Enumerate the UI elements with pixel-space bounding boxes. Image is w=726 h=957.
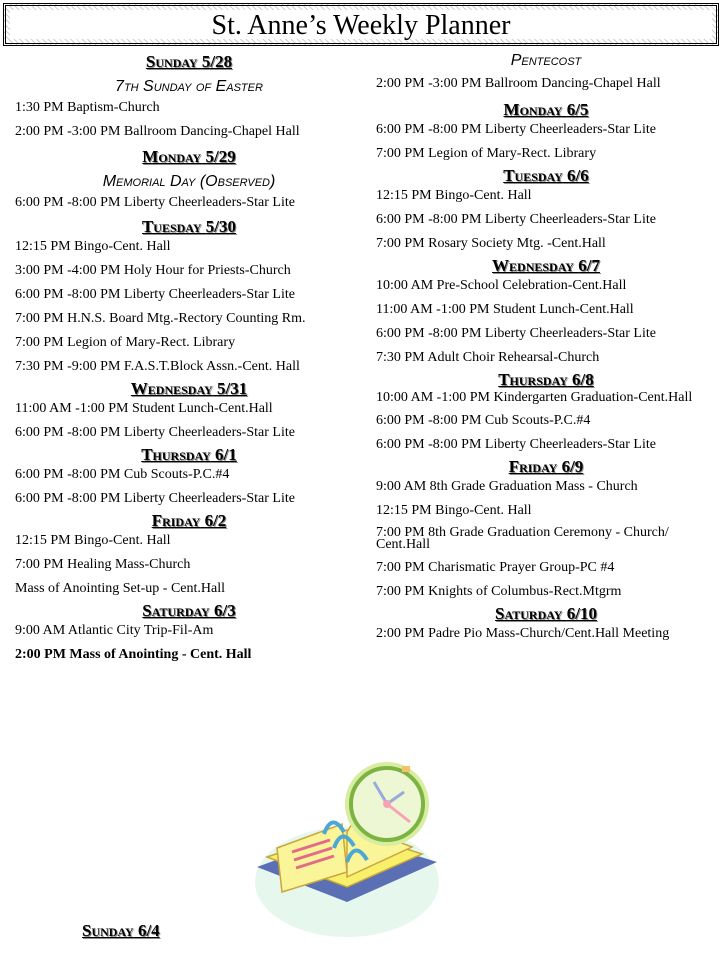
left-column <box>15 52 363 662</box>
planner-clock-icon <box>252 752 442 942</box>
event-item: 6:00 PM -8:00 PM Liberty Cheerleaders-Star Lite <box>15 425 295 440</box>
event-item: 10:00 AM -1:00 PM Kindergarten Graduation-Cent.Hall <box>376 390 693 405</box>
day-heading: Monday 5/29 <box>142 147 236 166</box>
event-item: 6:00 PM -8:00 PM Cub Scouts-P.C.#4 <box>376 413 591 428</box>
day-heading: Saturday 6/3 <box>142 601 236 620</box>
event-item: 12:15 PM Bingo-Cent. Hall <box>376 503 532 518</box>
occasion-label: Pentecost <box>510 52 582 69</box>
day-heading: Saturday 6/10 <box>495 604 597 623</box>
event-item: 7:30 PM -9:00 PM F.A.S.T.Block Assn.-Cent. Hall <box>15 359 300 374</box>
event-item: 2:00 PM -3:00 PM Ballroom Dancing-Chapel Hall <box>376 76 661 91</box>
event-item: Mass of Anointing Set-up - Cent.Hall <box>15 581 225 596</box>
event-item: 7:00 PM 8th Grade Graduation Ceremony - Church/ Cent.Hall <box>376 525 669 552</box>
event-item: 2:00 PM -3:00 PM Ballroom Dancing-Chapel Hall <box>15 124 300 139</box>
title-banner <box>3 3 719 46</box>
day-heading: Tuesday 6/6 <box>503 166 589 185</box>
event-item: 1:30 PM Baptism-Church <box>15 100 160 115</box>
day-heading: Sunday 5/28 <box>145 52 233 71</box>
event-item: 7:00 PM Healing Mass-Church <box>15 557 191 572</box>
event-item: 11:00 AM -1:00 PM Student Lunch-Cent.Hall <box>15 401 273 416</box>
event-item: 6:00 PM -8:00 PM Liberty Cheerleaders-Star Lite <box>376 326 656 341</box>
day-heading: Wednesday 5/31 <box>130 379 248 398</box>
occasion-label: 7th Sunday of Easter <box>115 78 263 95</box>
event-item: 12:15 PM Bingo-Cent. Hall <box>376 188 532 203</box>
event-item: 7:00 PM Legion of Mary-Rect. Library <box>15 335 236 350</box>
event-item: 2:00 PM Mass of Anointing - Cent. Hall <box>15 647 252 662</box>
day-heading: Thursday 6/1 <box>141 445 237 464</box>
page-title: St. Anne’s Weekly Planner <box>10 10 712 39</box>
occasion-label: Memorial Day (Observed) <box>102 173 276 190</box>
day-heading: Friday 6/9 <box>508 457 584 476</box>
event-item: 9:00 AM 8th Grade Graduation Mass - Church <box>376 479 638 494</box>
day-heading: Sunday 6/4 <box>82 921 160 940</box>
event-item: 7:00 PM Rosary Society Mtg. -Cent.Hall <box>376 236 606 251</box>
event-item: 6:00 PM -8:00 PM Cub Scouts-P.C.#4 <box>15 467 230 482</box>
event-item: 6:00 PM -8:00 PM Liberty Cheerleaders-Star Lite <box>376 437 656 452</box>
event-item: 6:00 PM -8:00 PM Liberty Cheerleaders-Star Lite <box>15 491 295 506</box>
event-item: 7:00 PM Legion of Mary-Rect. Library <box>376 146 597 161</box>
right-column <box>376 52 716 641</box>
event-item: 6:00 PM -8:00 PM Liberty Cheerleaders-Star Lite <box>376 212 656 227</box>
event-item: 6:00 PM -8:00 PM Liberty Cheerleaders-Star Lite <box>376 122 656 137</box>
event-item: 10:00 AM Pre-School Celebration-Cent.Hall <box>376 278 627 293</box>
day-heading: Monday 6/5 <box>503 100 589 119</box>
event-item: 12:15 PM Bingo-Cent. Hall <box>15 533 171 548</box>
event-item: 12:15 PM Bingo-Cent. Hall <box>15 239 171 254</box>
event-item: 2:00 PM Padre Pio Mass-Church/Cent.Hall Meeting <box>376 626 670 641</box>
day-heading: Thursday 6/8 <box>498 370 594 389</box>
event-item: 6:00 PM -8:00 PM Liberty Cheerleaders-Star Lite <box>15 195 295 210</box>
event-item: 9:00 AM Atlantic City Trip-Fil-Am <box>15 623 214 638</box>
day-heading: Friday 6/2 <box>151 511 227 530</box>
event-item: 6:00 PM -8:00 PM Liberty Cheerleaders-Star Lite <box>15 287 295 302</box>
event-item: 11:00 AM -1:00 PM Student Lunch-Cent.Hall <box>376 302 634 317</box>
event-item: 7:00 PM Knights of Columbus-Rect.Mtgrm <box>376 584 622 599</box>
event-item: 7:00 PM H.N.S. Board Mtg.-Rectory Counting Rm. <box>15 311 306 326</box>
event-item: 7:30 PM Adult Choir Rehearsal-Church <box>376 350 600 365</box>
event-item: 3:00 PM -4:00 PM Holy Hour for Priests-Church <box>15 263 291 278</box>
day-heading: Tuesday 5/30 <box>141 217 237 236</box>
event-item: 7:00 PM Charismatic Prayer Group-PC #4 <box>376 560 615 575</box>
day-heading: Wednesday 6/7 <box>492 256 600 275</box>
